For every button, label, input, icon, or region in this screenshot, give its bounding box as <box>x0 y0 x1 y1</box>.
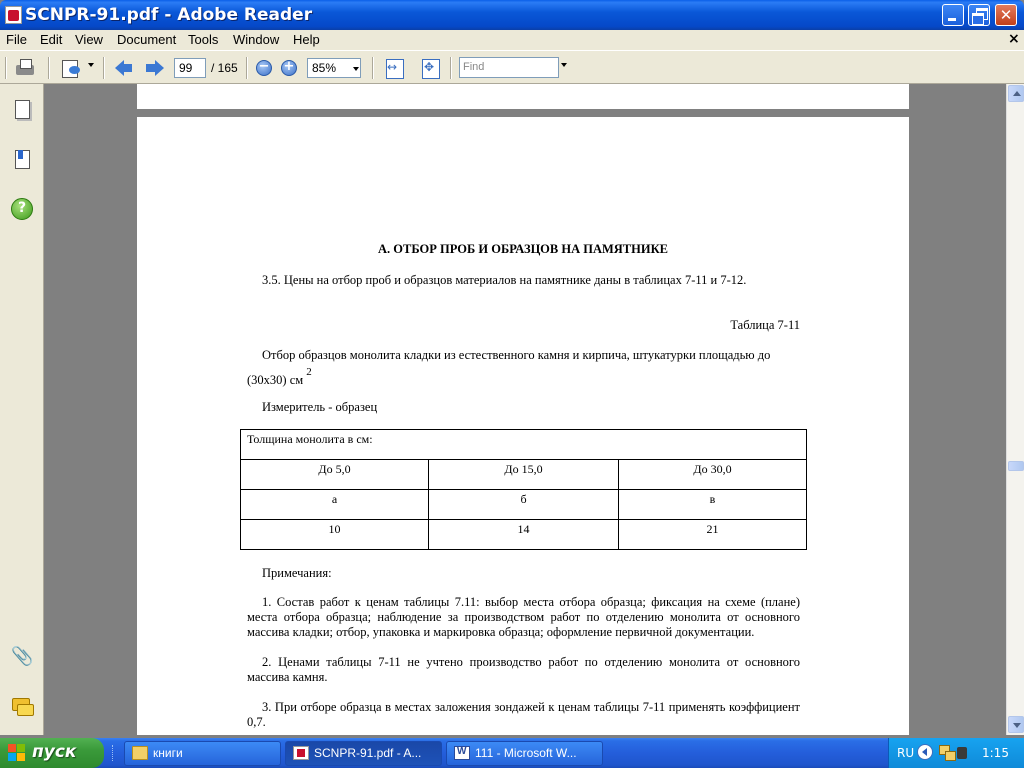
previous-page-bottom <box>137 84 909 109</box>
task-label: книги <box>153 746 183 760</box>
scroll-up-button[interactable] <box>1008 85 1024 102</box>
table-cell: в <box>619 490 807 520</box>
navigation-panel <box>0 84 44 735</box>
table-cell: До 30,0 <box>619 460 807 490</box>
fit-page-icon[interactable] <box>419 57 441 79</box>
question-mark: ? <box>17 200 27 216</box>
toolbar-separator <box>5 57 7 79</box>
table-cell: б <box>429 490 619 520</box>
menu-edit[interactable]: Edit <box>40 32 63 47</box>
section-heading: А. ОТБОР ПРОБ И ОБРАЗЦОВ НА ПАМЯТНИКЕ <box>378 242 668 256</box>
table-row <box>241 490 807 520</box>
page-number-input[interactable]: 99 <box>174 58 206 78</box>
table-row <box>241 460 807 490</box>
share-icon[interactable] <box>60 57 82 79</box>
menu-tools[interactable]: Tools <box>188 32 219 47</box>
table-description-line2 <box>247 366 312 388</box>
chevron-down-icon[interactable] <box>353 67 359 71</box>
superscript: 2 <box>306 366 312 378</box>
note-2 <box>247 655 800 685</box>
scroll-down-button[interactable] <box>1008 716 1024 733</box>
fit-width-icon[interactable] <box>383 57 405 79</box>
next-page-icon[interactable] <box>145 58 165 78</box>
toolbar-separator <box>372 57 374 79</box>
menu-view[interactable]: View <box>75 32 103 47</box>
task-label: 111 - Microsoft W... <box>475 746 577 760</box>
table-description-line1: Отбор образцов монолита кладки из естественного камня и кирпича, штукатурки площадью до <box>262 348 771 362</box>
start-label: пуск <box>32 742 77 762</box>
note-text: 1. Состав работ к ценам таблицы 7.11: выбор места отбора образца; фиксация на схеме (плане) места отбора образца; наблюдение за производством работ по отделению монолита от основного массива кладки; отбор, упаковка и маркировка образца; оформление первичной документации. <box>247 595 800 639</box>
close-icon: ✕ <box>999 6 1013 24</box>
minimize-button[interactable] <box>942 4 964 26</box>
word-icon <box>454 746 470 760</box>
document-viewport[interactable] <box>44 84 1006 735</box>
device-icon[interactable] <box>957 747 967 759</box>
quick-launch-separator <box>112 745 114 761</box>
find-input[interactable]: Find <box>459 57 559 78</box>
taskbar <box>0 738 1024 768</box>
table-cell: 10 <box>241 520 429 550</box>
menu-file[interactable]: File <box>6 32 27 47</box>
taskbar-item-word[interactable] <box>446 741 603 766</box>
document-close-icon[interactable]: × <box>1008 31 1020 47</box>
table-cell: 14 <box>429 520 619 550</box>
pdf-icon <box>293 746 309 760</box>
zoom-value: 85% <box>312 61 337 75</box>
note-3 <box>247 700 800 730</box>
table-header: Толщина монолита в см: <box>241 430 807 460</box>
taskbar-item-folder[interactable] <box>124 741 281 766</box>
chevron-down-icon[interactable] <box>88 63 94 67</box>
system-tray <box>888 738 1024 768</box>
pages-icon[interactable] <box>11 98 33 120</box>
show-hidden-icons-icon[interactable] <box>917 744 933 760</box>
table-cell: а <box>241 490 429 520</box>
zoom-out-icon[interactable] <box>256 60 272 76</box>
help-icon[interactable] <box>11 198 33 220</box>
toolbar-separator <box>450 57 452 79</box>
table-row <box>241 430 807 460</box>
unit-of-measure: Измеритель - образец <box>262 400 378 414</box>
table-row <box>241 520 807 550</box>
bookmarks-icon[interactable] <box>11 148 33 170</box>
start-button[interactable] <box>0 738 104 768</box>
restore-button[interactable] <box>968 4 990 26</box>
chevron-down-icon[interactable] <box>561 63 567 67</box>
plus-icon: + <box>283 59 295 74</box>
pdf-page <box>137 117 909 735</box>
adobe-reader-icon <box>5 6 22 24</box>
attachments-icon[interactable] <box>11 646 33 668</box>
scroll-thumb[interactable] <box>1008 461 1024 471</box>
taskbar-item-adobe-reader[interactable] <box>285 741 442 766</box>
minus-icon: − <box>258 59 270 74</box>
zoom-select[interactable] <box>307 58 361 78</box>
language-indicator[interactable]: RU <box>897 746 915 760</box>
table-cell: До 15,0 <box>429 460 619 490</box>
note-text: 2. Ценами таблицы 7-11 не учтено производство работ по отделению монолита от основного массива камня. <box>247 655 800 684</box>
price-table <box>240 429 807 550</box>
title-bar[interactable] <box>0 0 1024 30</box>
clock[interactable]: 1:15 <box>982 746 1009 760</box>
task-label: SCNPR-91.pdf - A... <box>314 746 422 760</box>
menu-bar <box>0 30 1024 50</box>
menu-window[interactable]: Window <box>233 32 280 47</box>
table-cell: До 5,0 <box>241 460 429 490</box>
vertical-scrollbar[interactable] <box>1006 84 1024 735</box>
previous-page-icon[interactable] <box>114 58 134 78</box>
folder-icon <box>132 746 148 760</box>
paragraph-3-5: 3.5. Цены на отбор проб и образцов материалов на памятнике даны в таблицах 7-11 и 7-12. <box>262 273 747 287</box>
menu-help[interactable]: Help <box>293 32 320 47</box>
menu-document[interactable]: Document <box>117 32 177 47</box>
note-text: 3. При отборе образца в местах заложения зондажей к ценам таблицы 7-11 применять коэффициент 0,7. <box>247 700 800 729</box>
page-total: / 165 <box>211 61 238 75</box>
network-icon[interactable] <box>939 745 955 761</box>
toolbar-separator <box>246 57 248 79</box>
table-cell: 21 <box>619 520 807 550</box>
zoom-in-icon[interactable] <box>281 60 297 76</box>
toolbar-separator <box>103 57 105 79</box>
toolbar-separator <box>48 57 50 79</box>
table-caption: Таблица 7-11 <box>730 318 800 332</box>
print-icon[interactable] <box>14 57 36 79</box>
notes-title: Примечания: <box>262 566 332 580</box>
area-text: (30х30) см <box>247 373 304 388</box>
close-button[interactable] <box>995 4 1017 26</box>
comments-icon[interactable] <box>11 696 33 718</box>
note-1 <box>247 595 800 640</box>
window-title: SCNPR-91.pdf - Adobe Reader <box>25 5 313 25</box>
toolbar <box>0 50 1024 84</box>
windows-logo-icon <box>8 744 26 762</box>
